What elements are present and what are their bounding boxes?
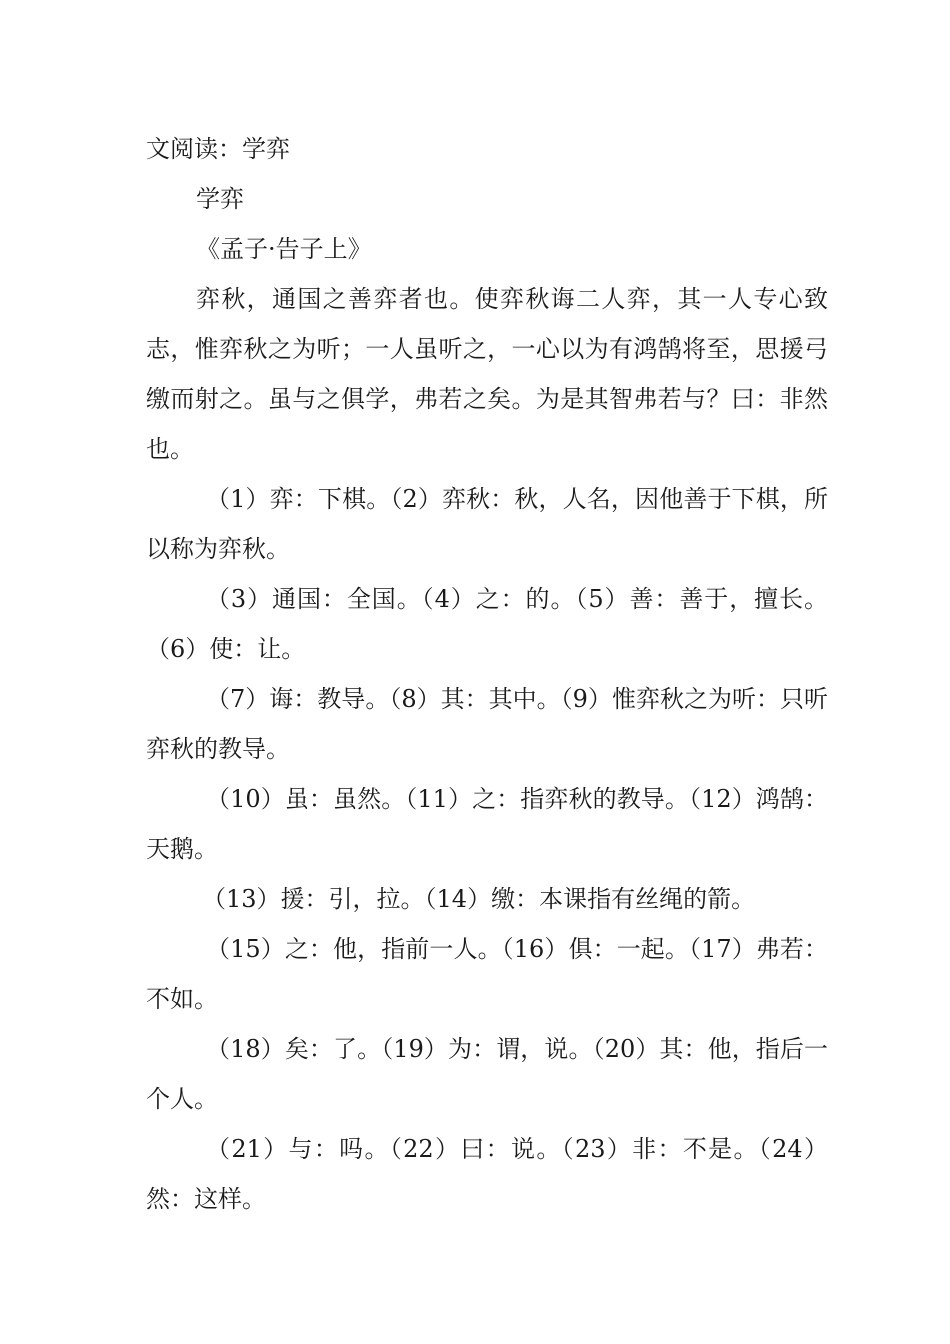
text-title: 学弈 — [196, 185, 244, 213]
classical-text-body: 弈秋，通国之善弈者也。使弈秋诲二人弈，其一人专心致志，惟弈秋之为听；一人虽听之，一心以为有鸿鹄将至，思援弓缴而射之。虽与之俱学，弗若之矣。为是其智弗若与？曰：非然也。 — [146, 285, 828, 463]
annotation-7: （18）矣：了。（19）为：谓，说。（20）其：他，指后一个人。 — [146, 1035, 828, 1113]
text-source: 《孟子·告子上》 — [196, 235, 372, 263]
annotation-4: （10）虽：虽然。（11）之：指弈秋的教导。（12）鸿鹄：天鹅。 — [146, 785, 828, 863]
section-heading: 文阅读：学弈 — [146, 135, 290, 163]
annotation-3: （7）诲：教导。（8）其：其中。（9）惟弈秋之为听：只听弈秋的教导。 — [146, 685, 828, 763]
annotation-8: （21）与：吗。（22）曰：说。（23）非：不是。（24）然：这样。 — [146, 1135, 828, 1213]
annotation-2: （3）通国：全国。（4）之：的。（5）善：善于，擅长。（6）使：让。 — [146, 585, 828, 663]
document-page — [146, 124, 828, 1224]
annotation-5: （13）援：引，拉。（14）缴：本课指有丝绳的箭。 — [202, 885, 756, 913]
annotation-6: （15）之：他，指前一人。（16）俱：一起。（17）弗若：不如。 — [146, 935, 828, 1013]
annotation-1: （1）弈：下棋。（2）弈秋：秋，人名，因他善于下棋，所以称为弈秋。 — [146, 485, 828, 563]
